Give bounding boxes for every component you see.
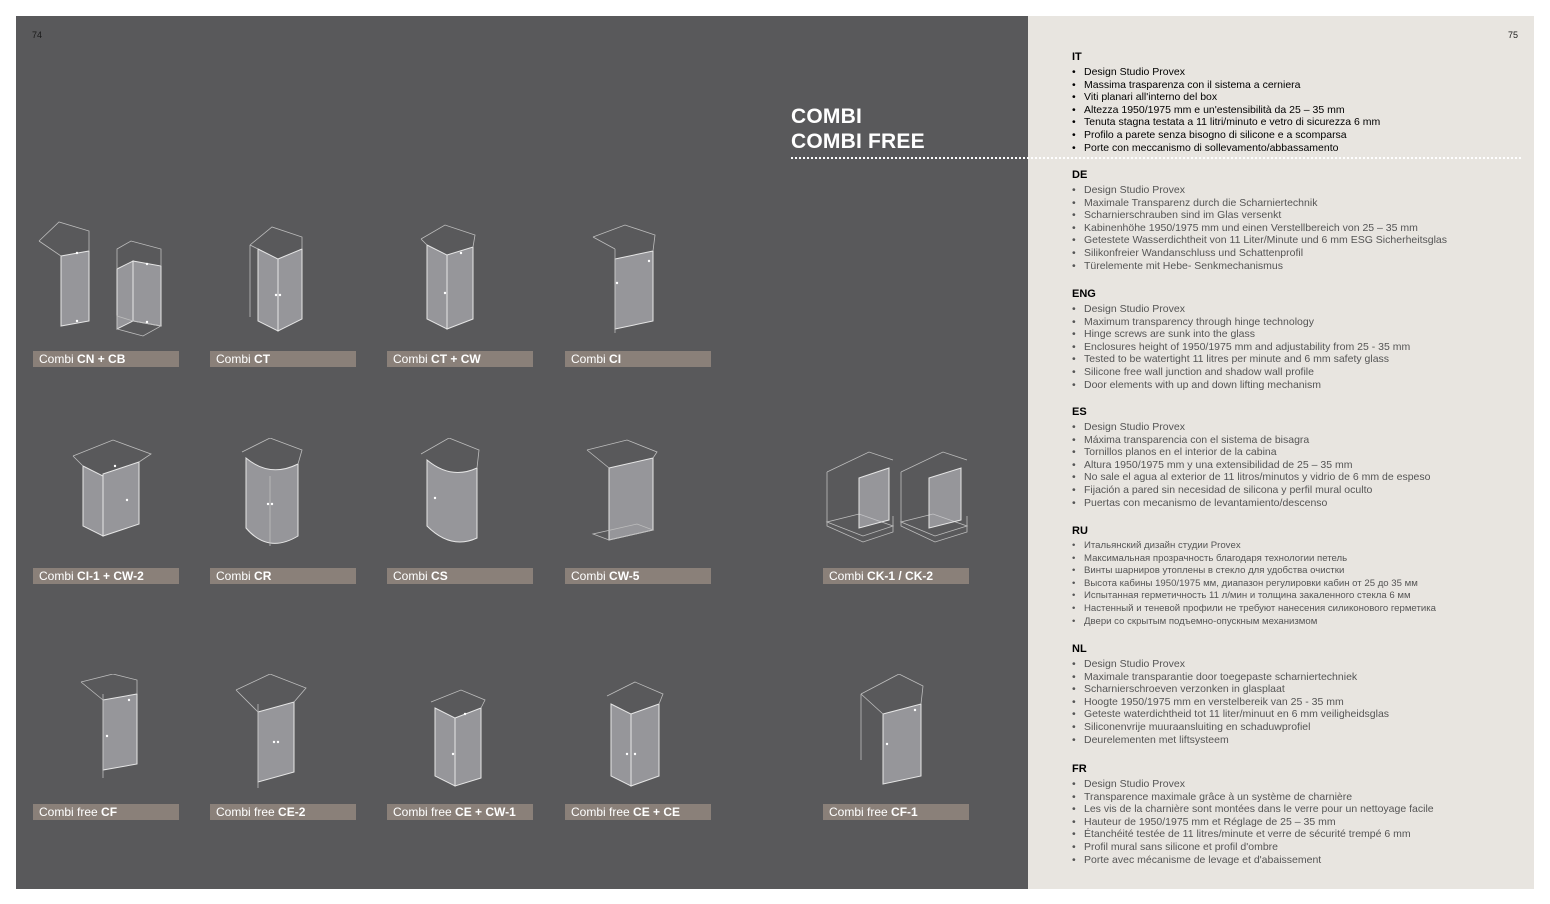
- feature-item: • Silicone free wall junction and shadow wall profile: [1072, 366, 1532, 379]
- feature-item: • Design Studio Provex: [1072, 303, 1532, 316]
- title-line-combi: COMBI: [791, 105, 862, 128]
- feature-item: • Siliconenvrije muuraansluiting en schaduwprofiel: [1072, 721, 1532, 734]
- product-tile[interactable]: [33, 221, 193, 367]
- product-tile[interactable]: [823, 438, 983, 584]
- feature-item: • Massima trasparenza con il sistema a cerniera: [1072, 79, 1532, 92]
- product-label: Combi CW-5: [565, 568, 711, 584]
- product-tile[interactable]: [33, 674, 193, 820]
- feature-item: • Profil mural sans silicone et profil d'ombre: [1072, 841, 1532, 854]
- feature-item: • Viti planari all'interno del box: [1072, 91, 1532, 104]
- catalog-spread: [16, 16, 1534, 889]
- dotted-divider: [791, 157, 1521, 159]
- left-page: [16, 16, 1028, 889]
- page-number-right: 75: [1507, 30, 1518, 40]
- product-label: Combi free CF-1: [823, 804, 969, 820]
- feature-item: • Getestete Wasserdichtheit von 11 Liter/Minute und 6 mm ESG Sicherheitsglas: [1072, 234, 1532, 247]
- feature-item: • Высота кабины 1950/1975 мм, диапазон регулировки кабин от 25 до 35 мм: [1072, 578, 1532, 591]
- feature-item: • Maximale transparantie door toegepaste scharniertechniek: [1072, 671, 1532, 684]
- lang-block-de: [1072, 169, 1532, 272]
- feature-item: • Porte avec mécanisme de levage et d'abaissement: [1072, 854, 1532, 867]
- feature-item: • Винты шарниров утоплены в стекло для удобства очистки: [1072, 565, 1532, 578]
- feature-item: • Maximale Transparenz durch die Scharniertechnik: [1072, 197, 1532, 210]
- feature-item: • Tornillos planos en el interior de la cabina: [1072, 446, 1532, 459]
- shower-enclosure-illustration: [387, 674, 547, 804]
- right-page: [1028, 16, 1534, 889]
- product-label: Combi free CE-2: [210, 804, 356, 820]
- product-tile[interactable]: [210, 438, 370, 584]
- product-tile[interactable]: [823, 674, 983, 820]
- feature-item: • Hauteur de 1950/1975 mm et Réglage de 25 – 35 mm: [1072, 816, 1532, 829]
- product-tile[interactable]: [210, 221, 370, 367]
- title-line-combi-free: COMBI FREE: [791, 130, 925, 153]
- shower-enclosure-illustration: [565, 438, 725, 568]
- feature-item: • Двери со скрытым подъемно-опускным механизмом: [1072, 616, 1532, 629]
- shower-enclosure-illustration: [210, 438, 370, 568]
- feature-item: • Design Studio Provex: [1072, 658, 1532, 671]
- product-label: Combi free CF: [33, 804, 179, 820]
- product-label: Combi CT + CW: [387, 351, 533, 367]
- product-label: Combi CK-1 / CK-2: [823, 568, 969, 584]
- feature-item: • Silikonfreier Wandanschluss und Schattenprofil: [1072, 247, 1532, 260]
- shower-enclosure-illustration: [210, 221, 370, 351]
- feature-item: • Transparence maximale grâce à un système de charnière: [1072, 791, 1532, 804]
- feature-item: • Hinge screws are sunk into the glass: [1072, 328, 1532, 341]
- shower-enclosure-illustration: [33, 438, 193, 568]
- shower-enclosure-illustration: [387, 221, 547, 351]
- feature-item: • Deurelementen met liftsysteem: [1072, 734, 1532, 747]
- feature-item: • Door elements with up and down lifting mechanism: [1072, 379, 1532, 392]
- feature-item: • Fijación a pared sin necesidad de silicona y perfil mural oculto: [1072, 484, 1532, 497]
- shower-enclosure-illustration: [565, 674, 725, 804]
- feature-item: • Les vis de la charnière sont montées dans le verre pour un nettoyage facile: [1072, 803, 1532, 816]
- lang-block-nl: [1072, 643, 1532, 746]
- product-label: Combi CN + CB: [33, 351, 179, 367]
- product-label: Combi CT: [210, 351, 356, 367]
- feature-item: • Porte con meccanismo di sollevamento/abbassamento: [1072, 142, 1532, 155]
- product-tile[interactable]: [210, 674, 370, 820]
- page-number-left: 74: [32, 30, 43, 40]
- feature-item: • Design Studio Provex: [1072, 778, 1532, 791]
- feature-item: • Enclosures height of 1950/1975 mm and adjustability from 25 - 35 mm: [1072, 341, 1532, 354]
- shower-enclosure-illustration: [823, 674, 983, 804]
- lang-block-eng: [1072, 288, 1532, 391]
- lang-heading: NL: [1072, 643, 1087, 655]
- product-label: Combi free CE + CW-1: [387, 804, 533, 820]
- feature-item: • Итальянский дизайн студии Provex: [1072, 540, 1532, 553]
- shower-enclosure-illustration: [33, 221, 193, 351]
- shower-enclosure-illustration: [387, 438, 547, 568]
- lang-block-fr: [1072, 763, 1532, 866]
- feature-item: • Maximum transparency through hinge technology: [1072, 316, 1532, 329]
- lang-block-es: [1072, 406, 1532, 509]
- lang-heading: RU: [1072, 525, 1088, 537]
- lang-heading: FR: [1072, 763, 1087, 775]
- feature-item: • Altezza 1950/1975 mm e un'estensibilità da 25 – 35 mm: [1072, 104, 1532, 117]
- product-tile[interactable]: [387, 438, 547, 584]
- feature-item: • No sale el agua al exterior de 11 litros/minutos y vidrio de 6 mm de espeso: [1072, 471, 1532, 484]
- product-tile[interactable]: [387, 674, 547, 820]
- feature-item: • Scharnierschroeven verzonken in glasplaat: [1072, 683, 1532, 696]
- feature-item: • Türelemente mit Hebe- Senkmechanismus: [1072, 260, 1532, 273]
- product-label: Combi CI: [565, 351, 711, 367]
- shower-enclosure-illustration: [33, 674, 193, 804]
- lang-heading: ES: [1072, 406, 1087, 418]
- page-title: [791, 104, 925, 154]
- lang-block-ru: [1072, 525, 1532, 628]
- lang-heading: ENG: [1072, 288, 1096, 300]
- lang-heading: IT: [1072, 51, 1082, 63]
- feature-item: • Design Studio Provex: [1072, 184, 1532, 197]
- feature-item: • Puertas con mecanismo de levantamiento/descenso: [1072, 497, 1532, 510]
- feature-item: • Design Studio Provex: [1072, 421, 1532, 434]
- product-tile[interactable]: [33, 438, 193, 584]
- feature-item: • Tenuta stagna testata a 11 litri/minuto e vetro di sicurezza 6 mm: [1072, 116, 1532, 129]
- shower-enclosure-illustration: [210, 674, 370, 804]
- feature-item: • Profilo a parete senza bisogno di silicone e a scomparsa: [1072, 129, 1532, 142]
- feature-item: • Altura 1950/1975 mm y una extensibilidad de 25 – 35 mm: [1072, 459, 1532, 472]
- feature-item: • Максимальная прозрачность благодаря технологии петель: [1072, 553, 1532, 566]
- product-tile[interactable]: [387, 221, 547, 367]
- feature-item: • Máxima transparencia con el sistema de bisagra: [1072, 434, 1532, 447]
- bathtub-screen-illustration: [823, 438, 983, 568]
- feature-item: • Étanchéité testée de 11 litres/minute et verre de sécurité trempé 6 mm: [1072, 828, 1532, 841]
- feature-item: • Kabinenhöhe 1950/1975 mm und einen Verstellbereich von 25 – 35 mm: [1072, 222, 1532, 235]
- feature-item: • Tested to be watertight 11 litres per minute and 6 mm safety glass: [1072, 353, 1532, 366]
- product-label: Combi CI-1 + CW-2: [33, 568, 179, 584]
- feature-item: • Hoogte 1950/1975 mm en verstelbereik van 25 - 35 mm: [1072, 696, 1532, 709]
- feature-item: • Настенный и теневой профили не требуют нанесения силиконового герметика: [1072, 603, 1532, 616]
- feature-item: • Испытанная герметичность 11 л/мин и толщина закаленного стекла 6 мм: [1072, 590, 1532, 603]
- product-label: Combi CS: [387, 568, 533, 584]
- feature-item: • Scharnierschrauben sind im Glas versenkt: [1072, 209, 1532, 222]
- feature-item: • Geteste waterdichtheid tot 11 liter/minuut en 6 mm veiligheidsglas: [1072, 708, 1532, 721]
- product-tile[interactable]: [565, 674, 725, 820]
- product-tile[interactable]: [565, 221, 725, 367]
- product-label: Combi CR: [210, 568, 356, 584]
- feature-item: • Design Studio Provex: [1072, 66, 1532, 79]
- lang-heading: DE: [1072, 169, 1088, 181]
- product-tile[interactable]: [565, 438, 725, 584]
- shower-enclosure-illustration: [565, 221, 725, 351]
- product-label: Combi free CE + CE: [565, 804, 711, 820]
- lang-block-it: [1072, 51, 1532, 154]
